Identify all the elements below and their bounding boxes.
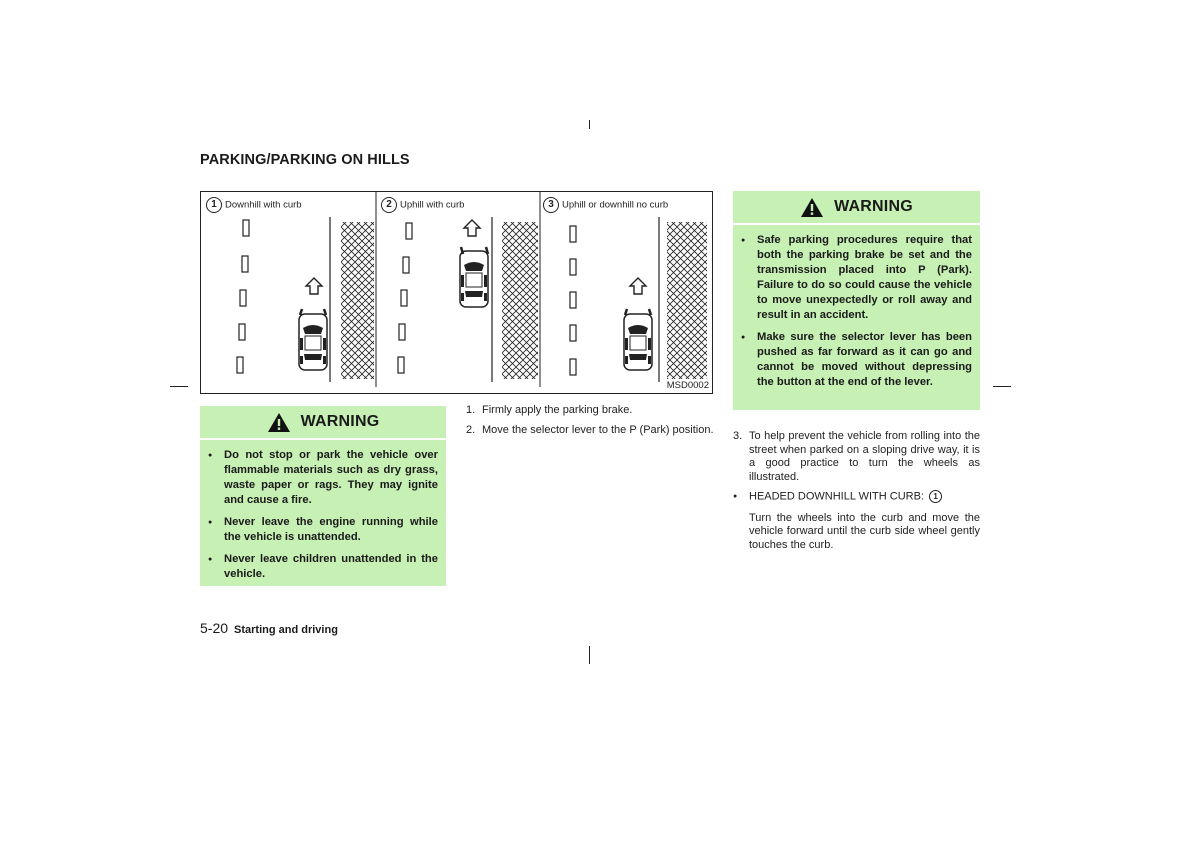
warning-list (733, 225, 980, 390)
warning-item: ● Safe parking procedures require that both the parking brake be set and the transmission placed into P (Park). Failure to do so could cause the vehicle to move unexpectedly or roll away and result in an accident. (741, 233, 972, 323)
crop-mark-top (589, 120, 590, 129)
panel-3-drawing (570, 217, 707, 382)
section-name: Starting and driving (234, 624, 338, 636)
crop-mark-left (170, 386, 188, 387)
panel-1-label: Downhill with curb (225, 199, 302, 211)
warning-box-left (200, 406, 446, 586)
crop-mark-right (993, 386, 1011, 387)
warning-header (733, 191, 980, 225)
panel-3-label: Uphill or downhill no curb (562, 199, 669, 211)
crop-mark-bottom (589, 646, 590, 664)
step-2 (466, 424, 714, 438)
warning-triangle-icon (800, 197, 824, 218)
warning-item: ● Do not stop or park the vehicle over flammable materials such as dry grass, waste paper or rags. They may ignite and cause a fire. (208, 448, 438, 508)
warning-list (200, 440, 446, 582)
step-3 (733, 430, 980, 484)
warning-item: ● Never leave children unattended in the vehicle. (208, 552, 438, 582)
parking-diagram (201, 192, 714, 395)
step-number: 3. (733, 430, 743, 442)
step-number: 2. (466, 423, 476, 436)
parking-illustration (200, 191, 713, 394)
warning-item: ● Make sure the selector lever has been pushed as far forward as it can go and cannot be moved without depressing the button at the end of the lever. (741, 330, 972, 390)
right-column-text (733, 430, 980, 552)
panel-2-drawing (398, 217, 538, 382)
warning-box-right (733, 191, 980, 410)
step-text: Firmly apply the parking brake. (482, 404, 633, 416)
warning-item: ● Never leave the engine running while the vehicle is unattended. (208, 515, 438, 545)
page-number: 5-20 (200, 620, 229, 636)
panel-1-number: 1 (206, 197, 222, 213)
step-text: To help prevent the vehicle from rolling into the street when parked on a sloping drive way, it is a good practice to turn the wheels as illustrated. (749, 430, 980, 483)
step-1 (466, 404, 714, 418)
downhill-curb-bullet (733, 490, 980, 504)
panel-2-label: Uphill with curb (400, 199, 465, 211)
warning-triangle-icon (267, 412, 291, 433)
warning-title: WARNING (300, 413, 380, 430)
panel-3-caption (543, 197, 668, 213)
panel-3-number: 3 (543, 197, 559, 213)
panel-ref-number: 1 (929, 490, 942, 503)
panel-2-number: 2 (381, 197, 397, 213)
panel-2-caption (381, 197, 464, 213)
warning-title: WARNING (834, 198, 913, 215)
page-title: PARKING/PARKING ON HILLS (200, 152, 410, 168)
figure-code: MSD0002 (666, 380, 709, 391)
panel-1-caption (206, 197, 302, 213)
downhill-curb-instruction: Turn the wheels into the curb and move the vehicle forward until the curb side wheel gently touches the curb. (749, 511, 980, 551)
panel-1-drawing (237, 217, 374, 382)
step-number: 1. (466, 404, 476, 416)
step-text: Move the selector lever to the P (Park) position. (482, 423, 714, 436)
bullet-text: HEADED DOWNHILL WITH CURB: (749, 490, 924, 503)
page-footer (200, 620, 338, 638)
warning-header (200, 406, 446, 440)
steps-column (466, 404, 714, 443)
